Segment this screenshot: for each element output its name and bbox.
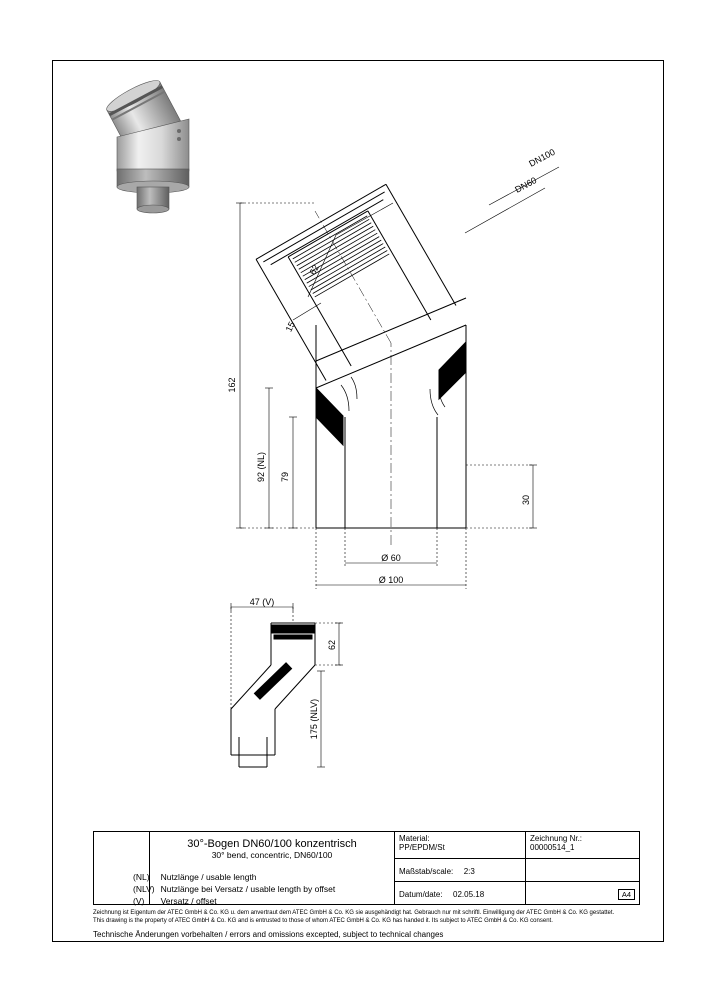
drawing-no-label: Zeichnung Nr.: bbox=[530, 834, 583, 843]
copyright-de: Zeichnung ist Eigentum der ATEC GmbH & Co. KG u. dem anvertraut dem ATEC GmbH & Co. KG sie ausgehändigt hat. Gebrauch nur mit schriftl. Einwilligung der ATEC GmbH & Co. KG gestattet. bbox=[93, 910, 615, 916]
legend-abbr: (NLV) bbox=[133, 884, 155, 894]
technical-changes-note: Technische Änderungen vorbehalten / errors and omissions excepted, subject to technical changes bbox=[93, 930, 444, 939]
part-name-en: 30° bend, concentric, DN60/100 bbox=[211, 850, 333, 860]
date-value: 02.05.18 bbox=[453, 890, 485, 899]
date-label: Datum/date: bbox=[399, 890, 443, 899]
legend-abbr: (NL) bbox=[133, 872, 150, 882]
svg-text:DN100: DN100 bbox=[527, 146, 557, 169]
scale-value: 2:3 bbox=[463, 867, 475, 876]
copyright-notice bbox=[93, 909, 638, 925]
material-label: Material: bbox=[399, 834, 430, 843]
legend-text: Nutzlänge / usable length bbox=[160, 872, 257, 882]
drawing-frame bbox=[52, 60, 664, 942]
svg-text:62: 62 bbox=[327, 639, 337, 651]
svg-text:DN60: DN60 bbox=[513, 175, 539, 195]
svg-text:Ø 60: Ø 60 bbox=[381, 553, 401, 563]
drawing-no-value: 00000514_1 bbox=[530, 843, 575, 852]
svg-text:175 (NLV): 175 (NLV) bbox=[309, 698, 319, 740]
svg-text:Ø 100: Ø 100 bbox=[378, 575, 404, 585]
legend-abbr: (V) bbox=[133, 896, 145, 906]
svg-text:79: 79 bbox=[280, 471, 290, 483]
small-view-drawing bbox=[153, 597, 413, 797]
legend-text: Versatz / offset bbox=[160, 896, 217, 906]
sheet-format: A4 bbox=[618, 889, 635, 900]
material-value: PP/EPDM/St bbox=[399, 843, 445, 852]
svg-text:30: 30 bbox=[521, 494, 531, 506]
legend-text: Nutzlänge bei Versatz / usable length by offset bbox=[160, 884, 336, 894]
title-block bbox=[93, 831, 640, 905]
svg-text:92 (NL): 92 (NL) bbox=[256, 451, 266, 483]
part-name-de: 30°-Bogen DN60/100 konzentrisch bbox=[187, 838, 357, 850]
product-photo bbox=[93, 85, 213, 215]
svg-text:162: 162 bbox=[227, 377, 237, 393]
svg-text:15: 15 bbox=[283, 319, 297, 334]
svg-text:62: 62 bbox=[307, 262, 321, 277]
drawing-area bbox=[93, 85, 638, 915]
copyright-en: This drawing is the property of ATEC GmbH & Co. KG and is entrusted to those of whom ATEC GmbH & Co. KG has handed it. Its subject to ATEC GmbH & Co. KG consent. bbox=[93, 918, 553, 924]
scale-label: Maßstab/scale: bbox=[399, 867, 454, 876]
svg-text:47 (V): 47 (V) bbox=[249, 597, 275, 607]
